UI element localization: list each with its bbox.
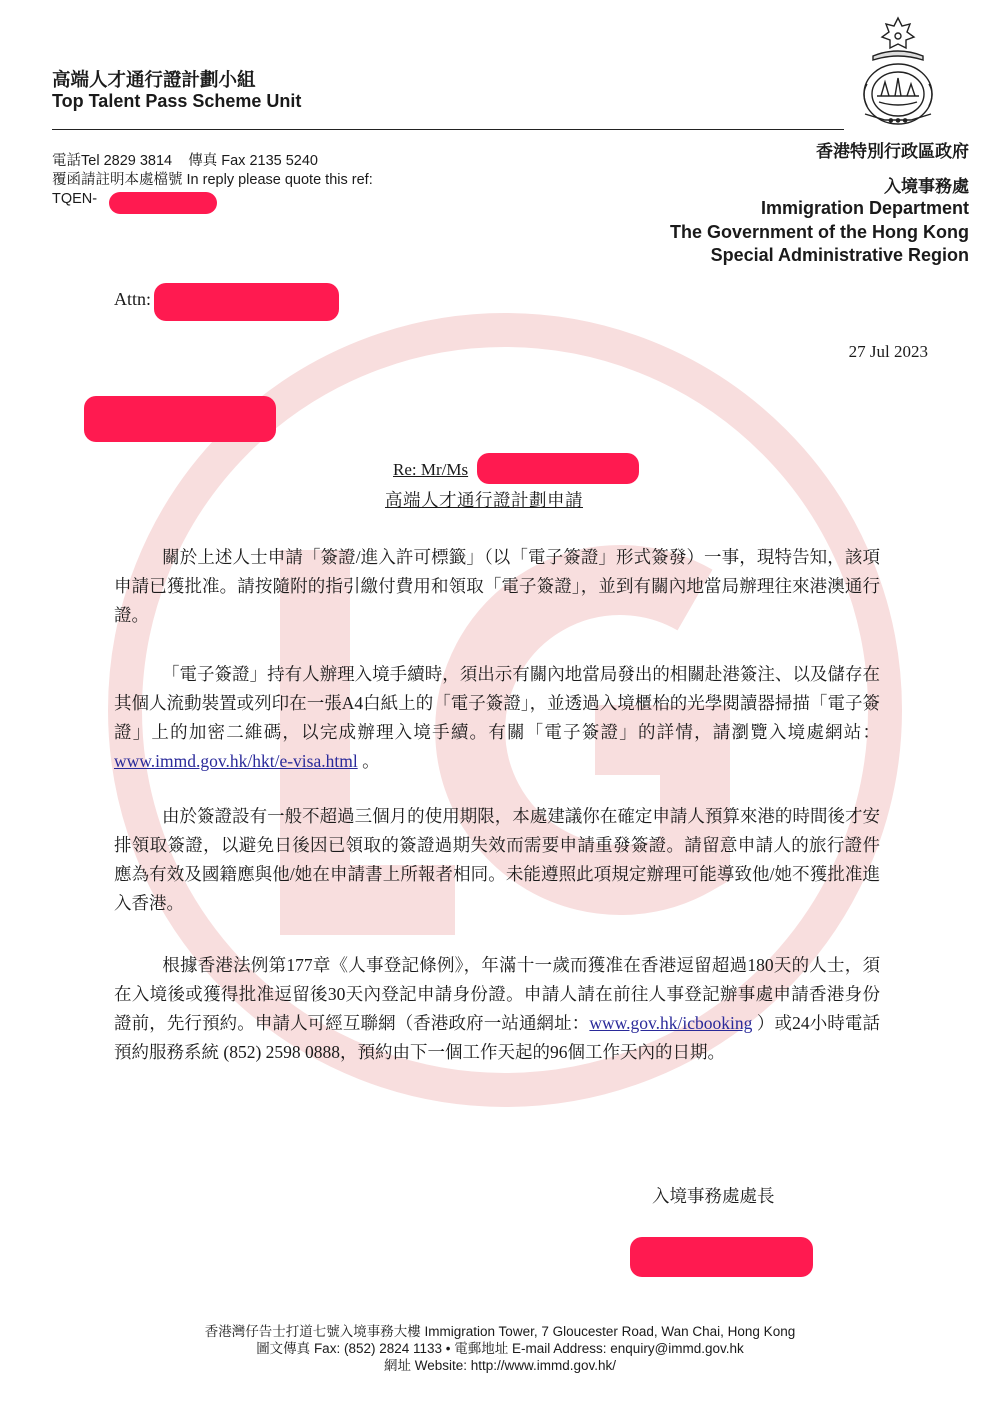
tel-fax-line: 電話Tel 2829 3814 傳真 Fax 2135 5240 [52,153,318,169]
paragraph-visa-validity-text: 由於簽證設有一般不超過三個月的使用期限，本處建議你在確定申請人預算來港的時間後才安排領取簽證，以避免日後因已領取的簽證過期失效而需要申請重發簽證。請留意申請人的旅行證件應為有效及國籍應與他/她在申請書上所報者相同。未能遵照此項規定辦理可能導致他/她不獲批准進入香港。 [114,806,880,913]
paragraph-approval [114,543,880,630]
unit-name-chinese: 高端人才通行證計劃小組 [52,69,256,90]
reference-line: 覆函請註明本處檔號 In reply please quote this ref: [52,172,373,188]
paragraph-e-visa [114,660,880,776]
paragraph-approval-text: 關於上述人士申請「簽證/進入許可標籤」（以「電子簽證」形式簽發）一事，現特告知，該項申請已獲批准。請按隨附的指引繳付費用和領取「電子簽證」，並到有關內地當局辦理往來港澳通行證。 [114,547,880,625]
letter-subject: 高端人才通行證計劃申請 [385,490,583,510]
government-name-english: The Government of the Hong Kong [670,222,969,242]
redacted-address [84,396,276,442]
redacted-signature [630,1237,813,1277]
paragraph-visa-validity [114,802,880,918]
department-name-english: Immigration Department [760,198,969,218]
paragraph-e-visa-text: 「電子簽證」持有人辦理入境手續時，須出示有關內地當局發出的相關赴港簽注、以及儲存在其個人流動裝置或列印在一張A4白紙上的「電子簽證」，並透過入境櫃枱的光學閱讀器掃描「電子簽證」上的加密二維碼，以完成辦理入境手續。有關「電子簽證」的詳情，請瀏覽入境處網站： [114,664,880,742]
redacted-applicant-name [477,453,639,484]
department-name-chinese: 入境事務處 [884,177,969,196]
attention-label: Attn: [114,289,152,309]
letter-date: 27 Jul 2023 [848,342,928,361]
paragraph-e-visa-end: 。 [357,751,380,771]
regarding-label: Re: Mr/Ms [393,460,469,479]
footer-contact: 圖文傳真 Fax: (852) 2824 1133 • 電郵地址 E-mail Address: enquiry@immd.gov.hk [256,1341,744,1356]
signature-title: 入境事務處處長 [652,1186,775,1206]
government-name-chinese: 香港特別行政區政府 [816,142,969,161]
svg-text:● ● ●: ● ● ● [888,117,908,124]
redacted-attention-name [154,283,339,321]
region-name-english: Special Administrative Region [710,245,969,265]
hong-kong-immigration-crest-icon [855,14,941,128]
icbooking-link[interactable]: www.gov.hk/icbooking [589,1013,753,1033]
footer-address: 香港灣仔告士打道七號入境事務大樓 Immigration Tower, 7 Gloucester Road, Wan Chai, Hong Kong [204,1324,796,1339]
header-divider [52,129,844,130]
redacted-reference [109,192,217,214]
paragraph-registration-text: 根據香港法例第177章《人事登記條例》，年滿十一歲而獲准在香港逗留超過180天的人士，須在入境後或獲得批准逗留後30天內登記申請身份證。申請人請在前往人事登記辦事處申請香港身份證前，先行預約。申請人可經互聯網（香港政府一站通網址： [114,955,880,1033]
e-visa-link[interactable]: www.immd.gov.hk/hkt/e-visa.html [114,751,358,771]
unit-name-english: Top Talent Pass Scheme Unit [52,91,302,111]
paragraph-registration-end: ）或24小時電話預約服務系統 (852) 2598 0888，預約由下一個工作天起的96個工作天內的日期。 [114,1013,881,1062]
footer-website: 網址 Website: http://www.immd.gov.hk/ [383,1358,617,1373]
reference-code: TQEN- [52,191,98,207]
paragraph-registration [114,951,880,1067]
